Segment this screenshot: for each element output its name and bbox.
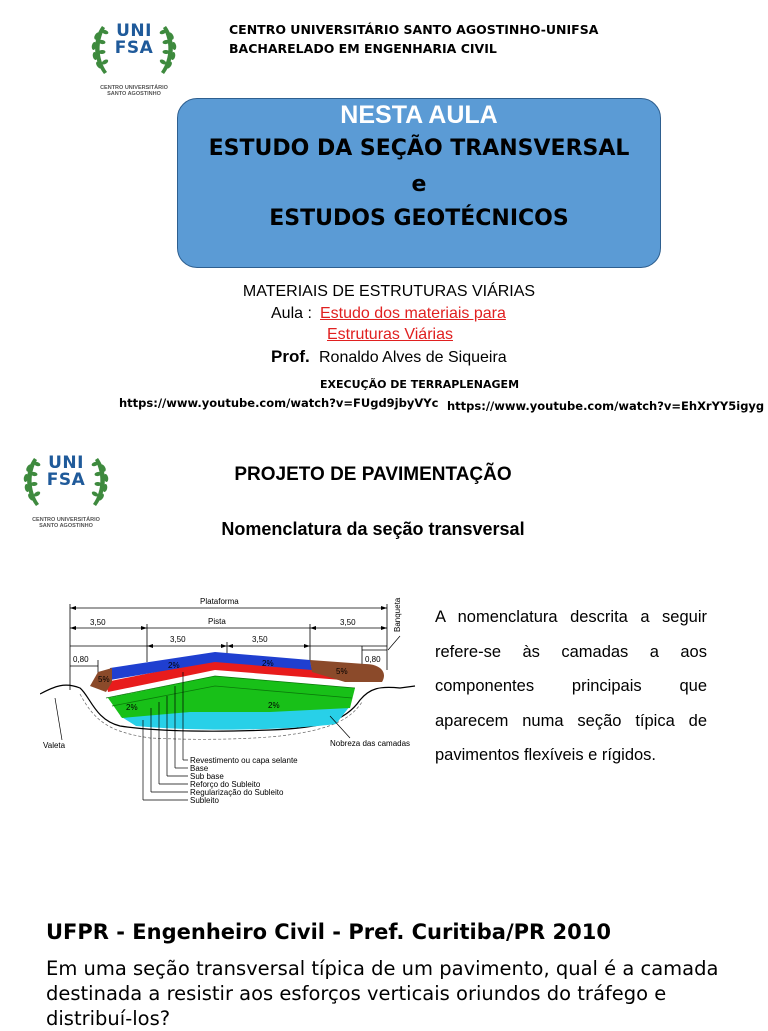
logo-sub-2: SANTO AGOSTINHO [39, 523, 93, 529]
label-layer-subleito: Subleito [190, 796, 219, 805]
logo-fsa: FSA [114, 38, 154, 58]
unifsa-logo-2 [20, 450, 112, 530]
unifsa-logo [88, 18, 180, 98]
prof-label: Prof. [271, 347, 310, 366]
label-layer-reforco: Reforço do Subleito [190, 780, 261, 789]
label-dim-350-a: 3,50 [90, 618, 106, 627]
label-slope-2-a: 2% [168, 661, 180, 670]
logo-uni: UNI [116, 21, 152, 41]
logo-sub-1: CENTRO UNIVERSITÁRIO [100, 85, 168, 91]
nomenclature-paragraph: A nomenclatura descrita a seguir refere-se às camadas a aos componentes principais que aparecem numa seção típica de pavimentos flexíveis e rígidos. [435, 608, 707, 764]
question-source: UFPR - Engenheiro Civil - Pref. Curitiba/PR 2010 [46, 920, 611, 944]
label-dim-080-a: 0,80 [73, 655, 89, 664]
course-name: MATERIAIS DE ESTRUTURAS VIÁRIAS [242, 283, 536, 300]
lesson-box [177, 98, 661, 268]
label-pista: Pista [208, 617, 226, 626]
label-layer-revestimento: Revestimento ou capa selante [190, 756, 298, 765]
label-slope-2-b: 2% [262, 659, 274, 668]
label-slope-2-c: 2% [126, 703, 138, 712]
label-valeta: Valeta [43, 741, 66, 750]
label-dim-350-d: 3,50 [340, 618, 356, 627]
slide-3 [0, 880, 768, 1030]
logo-sub-2: SANTO AGOSTINHO [107, 91, 161, 97]
lesson-box-line-1: ESTUDO DA SEÇÃO TRANSVERSAL [208, 136, 630, 161]
aula-label: Aula : [271, 305, 312, 322]
label-layer-sub-base: Sub base [190, 772, 224, 781]
execucao-label: EXECUÇÃO DE TERRAPLENAGEM [320, 378, 520, 391]
logo-uni: UNI [48, 453, 84, 473]
header-institution: CENTRO UNIVERSITÁRIO SANTO AGOSTINHO-UNIFSA [229, 22, 599, 37]
label-plataforma: Plataforma [200, 597, 239, 606]
label-dim-080-b: 0,80 [365, 655, 381, 664]
label-dim-350-b: 3,50 [170, 635, 186, 644]
lesson-box-title: NESTA AULA [340, 101, 498, 129]
label-nobreza: Nobreza das camadas [330, 739, 411, 748]
label-layer-regularizacao: Regularização do Subleito [190, 788, 284, 797]
lesson-box-line-3: ESTUDOS GEOTÉCNICOS [269, 206, 569, 231]
lesson-box-line-2: e [411, 172, 427, 197]
label-slope-5-left: 5% [98, 675, 110, 684]
aula-link-2[interactable]: Estruturas Viárias [327, 326, 453, 343]
slide-subtitle: Nomenclatura da seção transversal [221, 519, 525, 539]
slide-1 [0, 0, 768, 420]
label-banqueta: Banqueta [393, 597, 402, 632]
youtube-link-right[interactable]: https://www.youtube.com/watch?v=EhXrYY5igyg [447, 399, 765, 413]
label-layer-base: Base [190, 764, 209, 773]
youtube-link-left[interactable]: https://www.youtube.com/watch?v=FUgd9jbyVYc [119, 396, 439, 410]
header-course: BACHARELADO EM ENGENHARIA CIVIL [229, 41, 497, 56]
label-dim-350-c: 3,50 [252, 635, 268, 644]
slide-title: PROJETO DE PAVIMENTAÇÃO [234, 464, 512, 485]
logo-sub-1: CENTRO UNIVERSITÁRIO [32, 517, 100, 523]
pavement-cross-section-diagram [40, 590, 420, 830]
question-text: Em uma seção transversal típica de um pavimento, qual é a camada destinada a resistir aos esforços verticais oriundos do tráfego e distribuí-los? [46, 957, 719, 1030]
label-slope-5-right: 5% [336, 667, 348, 676]
logo-fsa: FSA [46, 470, 86, 490]
slide-2 [0, 440, 768, 880]
label-slope-2-d: 2% [268, 701, 280, 710]
prof-name: Ronaldo Alves de Siqueira [319, 349, 507, 366]
aula-link-1[interactable]: Estudo dos materiais para [320, 305, 506, 322]
